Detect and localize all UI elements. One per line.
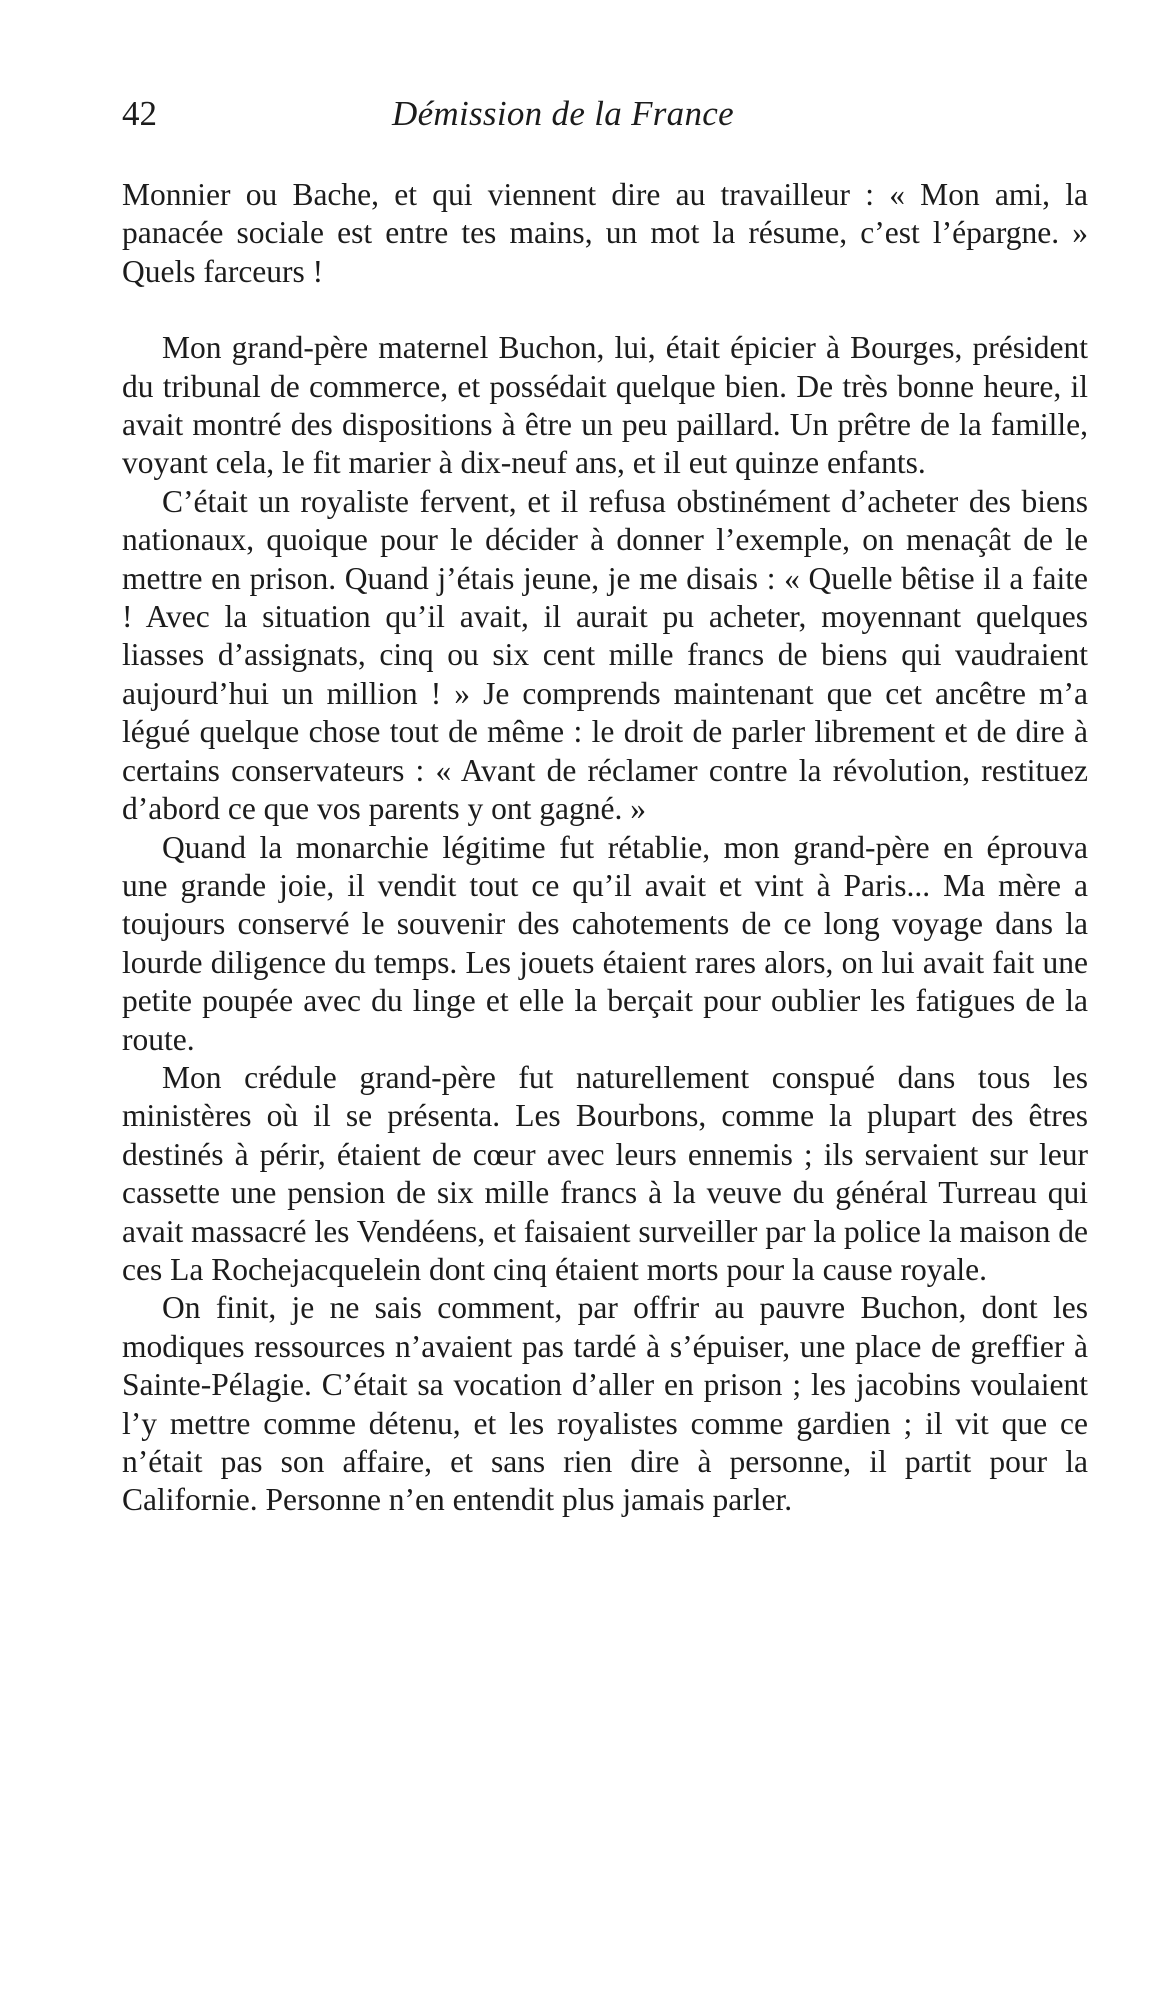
book-page [122,92,1088,1520]
paragraph-grandfather: Mon grand-père maternel Buchon, lui, était épicier à Bourges, président du tribunal de commerce, et possédait quelque bien. De très bonne heure, il avait montré des dispositions à être un peu paillard. Un prêtre de la famille, voyant cela, le fit marier à dix-neuf ans, et il eut quinze enfants. [122,330,1088,481]
paragraph-continuation: Monnier ou Bache, et qui viennent dire au travailleur : « Mon ami, la panacée sociale est entre tes mains, un mot la résume, c’est l’épargne. » Quels farceurs ! [122,177,1088,289]
paragraph-california: On finit, je ne sais comment, par offrir au pauvre Buchon, dont les modiques ressources n’avaient pas tardé à s’épuiser, une place de greffier à Sainte-Pélagie. C’était sa vocation d’aller en prison ; les jacobins voulaient l’y mettre comme détenu, et les royalistes comme gardien ; il vit que ce n’était pas son affaire, et sans rien dire à personne, il partit pour la Californie. Personne n’en entendit plus jamais parler. [122,1290,1088,1518]
paragraph-royalist: C’était un royaliste fervent, et il refusa obstinément d’acheter des biens nationaux, quoique pour le décider à donner l’exemple, on menaçât de le mettre en prison. Quand j’étais jeune, je me disais : « Quelle bêtise il a faite ! Avec la situation qu’il avait, il aurait pu acheter, moyennant quelques liasses d’assignats, cinq ou six cent mille francs de biens qui vaudraient aujourd’hui un million ! » Je comprends maintenant que cet ancêtre m’a légué quelque chose tout de même : le droit de parler librement et de dire à certains conservateurs : « Avant de réclamer contre la révolution, restituez d’abord ce que vos parents y ont gagné. » [122,483,1088,827]
page-header [122,92,1088,146]
running-title: Démission de la France [392,94,734,133]
paragraph-monarchy: Quand la monarchie légitime fut rétablie, mon grand-père en éprouva une grande joie, il vendit tout ce qu’il avait et vint à Paris... Ma mère a toujours conservé le souvenir des cahotements de ce long voyage dans la lourde diligence du temps. Les jouets étaient rares alors, on lui avait fait une petite poupée avec du linge et elle la berçait pour oublier les fatigues de la route. [122,829,1088,1057]
page-number: 42 [122,94,157,133]
body-text [122,176,1088,1520]
paragraph-ministries: Mon crédule grand-père fut naturellement conspué dans tous les ministères où il se présenta. Les Bourbons, comme la plupart des êtres destinés à périr, étaient de cœur avec leurs ennemis ; ils servaient sur leur cassette une pension de six mille francs à la veuve du général Turreau qui avait massacré les Vendéens, et faisaient surveiller par la police la maison de ces La Rochejacquelein dont cinq étaient morts pour la cause royale. [122,1059,1088,1287]
